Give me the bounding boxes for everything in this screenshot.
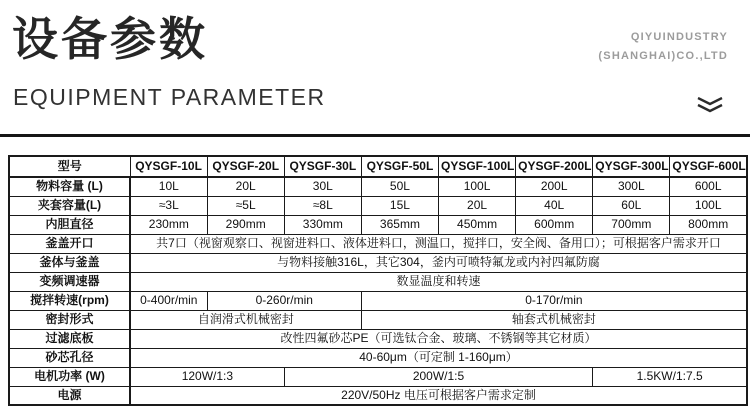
table-cell: 与物料接触316L，其它304，釜内可喷特氟龙或内衬四氟防腐: [130, 253, 747, 272]
table-row: [9, 329, 747, 348]
row-label: 内胆直径: [9, 215, 130, 234]
table-cell: 0-170r/min: [361, 291, 747, 310]
table-cell: 1.5KW/1:7.5: [593, 367, 747, 386]
row-label: 密封形式: [9, 310, 130, 329]
table-header-row: [9, 156, 747, 177]
page-header: [0, 0, 750, 135]
table-cell: 0-260r/min: [207, 291, 361, 310]
table-row: [9, 310, 747, 329]
row-label: 过滤底板: [9, 329, 130, 348]
column-header: QYSGF-100L: [439, 156, 516, 177]
column-header: QYSGF-600L: [670, 156, 747, 177]
table-cell: 20L: [207, 177, 284, 196]
row-label: 物料容量 (L): [9, 177, 130, 196]
table-cell: 100L: [439, 177, 516, 196]
table-row: [9, 291, 747, 310]
table-row: [9, 196, 747, 215]
row-label: 电机功率 (W): [9, 367, 130, 386]
table-row: [9, 215, 747, 234]
table-cell: 自润滑式机械密封: [130, 310, 361, 329]
table-row: [9, 386, 747, 405]
table-cell: ≈5L: [207, 196, 284, 215]
table-cell: 800mm: [670, 215, 747, 234]
table-row: [9, 253, 747, 272]
column-header: QYSGF-20L: [207, 156, 284, 177]
table-row: [9, 367, 747, 386]
parameter-table: [8, 155, 748, 406]
table-cell: 15L: [361, 196, 438, 215]
table-cell: 50L: [361, 177, 438, 196]
row-label: 电源: [9, 386, 130, 405]
row-label: 釜体与釜盖: [9, 253, 130, 272]
table-row: [9, 177, 747, 196]
row-label: 釜盖开口: [9, 234, 130, 253]
row-label: 变频调速器: [9, 272, 130, 291]
table-cell: 365mm: [361, 215, 438, 234]
table-cell: 290mm: [207, 215, 284, 234]
column-header: QYSGF-300L: [593, 156, 670, 177]
table-cell: 230mm: [130, 215, 207, 234]
table-cell: 0-400r/min: [130, 291, 207, 310]
table-cell: 450mm: [439, 215, 516, 234]
table-cell: ≈8L: [284, 196, 361, 215]
table-cell: 数显温度和转速: [130, 272, 747, 291]
table-cell: 改性四氟砂芯PE（可选钛合金、玻璃、不锈钢等其它材质）: [130, 329, 747, 348]
column-header: QYSGF-50L: [361, 156, 438, 177]
table-cell: 轴套式机械密封: [361, 310, 747, 329]
column-header: 型号: [9, 156, 130, 177]
double-chevron-down-icon: [696, 97, 724, 113]
company-name: [598, 28, 728, 67]
page-title-english: EQUIPMENT PARAMETER: [13, 84, 326, 110]
table-cell: 40L: [516, 196, 593, 215]
table-row: [9, 348, 747, 367]
parameter-table-body: [9, 156, 747, 405]
table-cell: 100L: [670, 196, 747, 215]
page-title-chinese: 设备参数: [12, 13, 208, 65]
column-header: QYSGF-200L: [516, 156, 593, 177]
table-cell: 120W/1:3: [130, 367, 284, 386]
table-cell: 220V/50Hz 电压可根据客户需求定制: [130, 386, 747, 405]
row-label: 夹套容量(L): [9, 196, 130, 215]
column-header: QYSGF-10L: [130, 156, 207, 177]
table-cell: ≈3L: [130, 196, 207, 215]
table-cell: 330mm: [284, 215, 361, 234]
table-cell: 200L: [516, 177, 593, 196]
table-cell: 300L: [593, 177, 670, 196]
table-cell: 20L: [439, 196, 516, 215]
row-label: 搅拌转速(rpm): [9, 291, 130, 310]
table-cell: 10L: [130, 177, 207, 196]
company-name-line2: (SHANGHAI)CO.,LTD: [598, 50, 728, 63]
table-cell: 600L: [670, 177, 747, 196]
table-row: [9, 234, 747, 253]
table-cell: 40-60μm（可定制 1-160μm）: [130, 348, 747, 367]
header-divider-line: [0, 134, 750, 137]
column-header: QYSGF-30L: [284, 156, 361, 177]
table-cell: 700mm: [593, 215, 670, 234]
table-cell: 600mm: [516, 215, 593, 234]
table-cell: 共7口（视窗观察口、视窗进料口、液体进料口，测温口，搅拌口，安全阀、备用口）；可根据客户需求开口: [130, 234, 747, 253]
company-name-line1: QIYUINDUSTRY: [630, 31, 728, 43]
table-cell: 200W/1:5: [284, 367, 593, 386]
table-cell: 60L: [593, 196, 670, 215]
table-cell: 30L: [284, 177, 361, 196]
row-label: 砂芯孔径: [9, 348, 130, 367]
table-row: [9, 272, 747, 291]
